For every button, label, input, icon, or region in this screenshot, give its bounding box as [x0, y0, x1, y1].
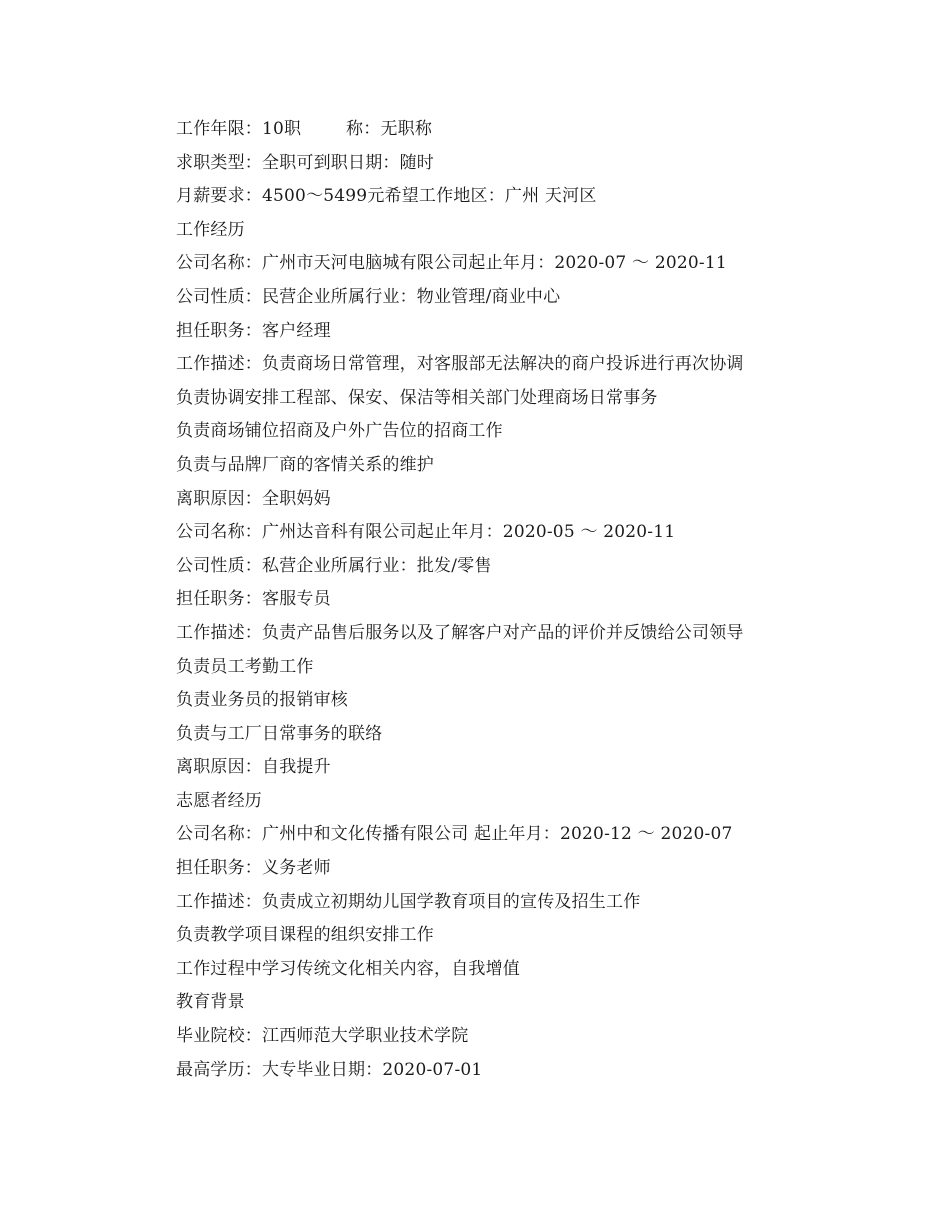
company-2-duty-line: 负责员工考勤工作	[176, 656, 314, 677]
education-heading: 教育背景	[176, 992, 245, 1013]
company-1-duty-line: 负责协调安排工程部、保安、保洁等相关部门处理商场日常事务	[176, 387, 658, 408]
company-2-description-line: 工作描述：负责产品售后服务以及了解客户对产品的评价并反馈给公司领导	[176, 622, 744, 643]
degree-line: 最高学历：大专毕业日期：2020-07-01	[176, 1059, 483, 1080]
company-2-name-line: 公司名称：广州达音科有限公司起止年月：2020-05 ～ 2020-11	[176, 522, 676, 543]
company-1-duty-line: 负责商场铺位招商及户外广告位的招商工作	[176, 421, 503, 442]
company-2-nature-line: 公司性质：私营企业所属行业：批发/零售	[176, 555, 492, 576]
volunteer-company-line: 公司名称：广州中和文化传播有限公司 起止年月：2020-12 ～ 2020-07	[176, 824, 733, 845]
volunteer-duty-line: 负责教学项目课程的组织安排工作	[176, 925, 434, 946]
resume-content	[176, 113, 876, 1087]
company-2-leave-reason-line: 离职原因：自我提升	[176, 757, 331, 778]
company-1-nature-line: 公司性质：民营企业所属行业：物业管理/商业中心	[176, 286, 561, 307]
job-type-line: 求职类型：全职可到职日期：随时	[176, 152, 434, 173]
volunteer-position-line: 担任职务：义务老师	[176, 858, 331, 879]
work-experience-heading: 工作经历	[176, 219, 245, 240]
volunteer-experience-heading: 志愿者经历	[176, 790, 262, 811]
salary-line: 月薪要求：4500～5499元希望工作地区：广州 天河区	[176, 186, 597, 207]
company-2-duty-line: 负责业务员的报销审核	[176, 690, 348, 711]
company-1-leave-reason-line: 离职原因：全职妈妈	[176, 488, 331, 509]
company-1-name-line: 公司名称：广州市天河电脑城有限公司起止年月：2020-07 ～ 2020-11	[176, 253, 727, 274]
company-1-description-line: 工作描述：负责商场日常管理，对客服部无法解决的商户投诉进行再次协调	[176, 354, 744, 375]
company-2-duty-line: 负责与工厂日常事务的联络	[176, 723, 383, 744]
work-years-line: 工作年限：10职 称：无职称	[176, 119, 433, 139]
company-2-position-line: 担任职务：客服专员	[176, 589, 331, 610]
volunteer-duty-line: 工作过程中学习传统文化相关内容，自我增值	[176, 958, 520, 979]
company-1-duty-line: 负责与品牌厂商的客情关系的维护	[176, 454, 434, 475]
company-1-position-line: 担任职务：客户经理	[176, 320, 331, 341]
volunteer-description-line: 工作描述：负责成立初期幼儿国学教育项目的宣传及招生工作	[176, 891, 641, 912]
school-line: 毕业院校：江西师范大学职业技术学院	[176, 1026, 469, 1047]
